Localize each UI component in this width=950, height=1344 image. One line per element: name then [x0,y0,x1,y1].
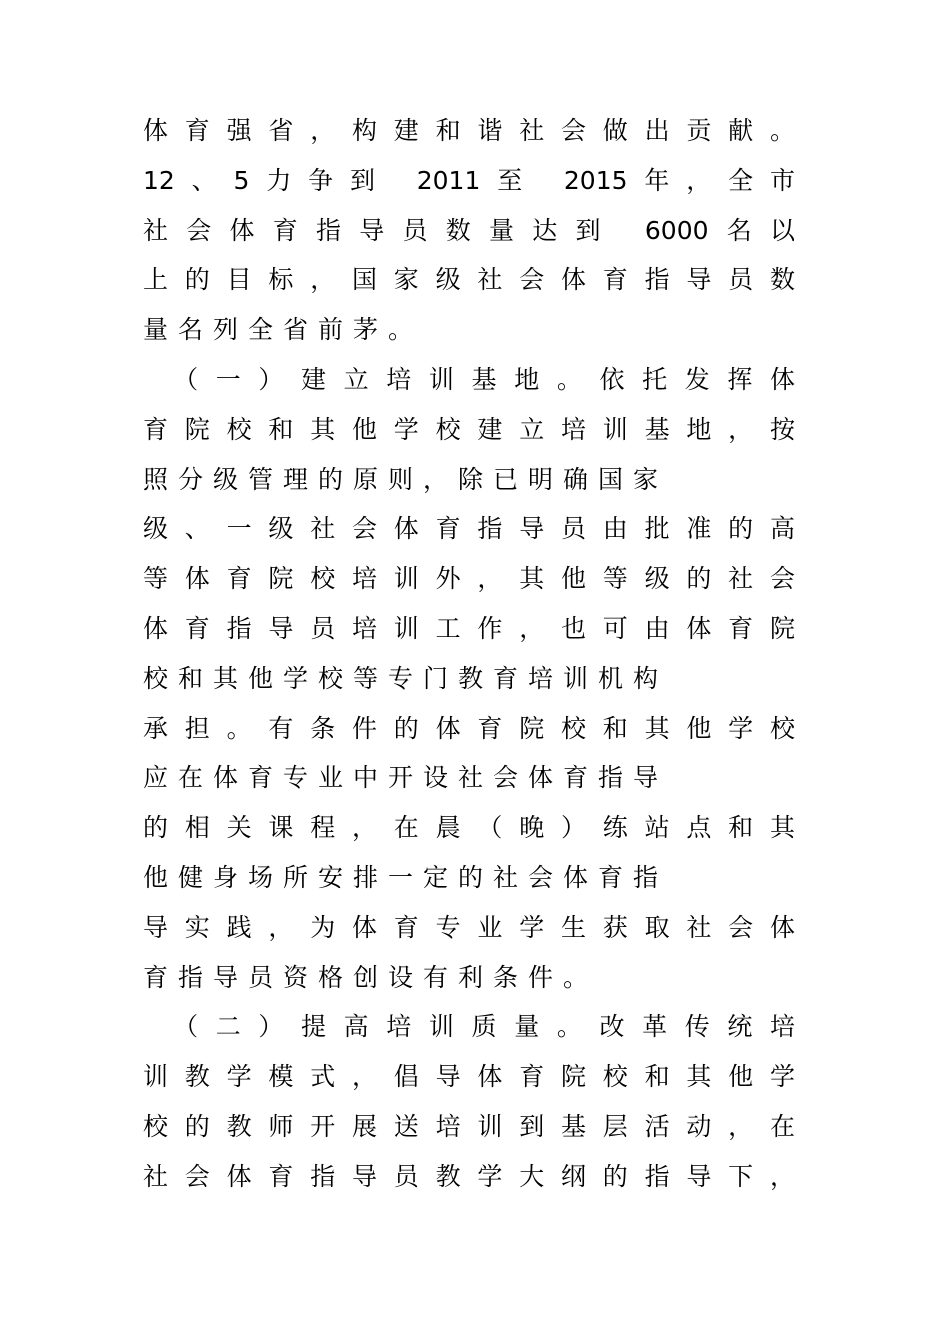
text-line: 育院校和其他学校建立培训基地，按 [143,414,795,444]
text-line: 等体育院校培训外，其他等级的社会 [143,564,795,594]
text-line: 体育指导员培训工作，也可由体育院 [143,613,795,643]
text-line: 校的教师开展送培训到基层活动，在 [143,1111,795,1141]
text-line: 社会体育指导员数量达到 6000名以 [143,215,795,245]
text-line: 体育强省，构建和谐社会做出贡献。 [143,116,795,145]
text-line: 导实践，为体育专业学生获取社会体 [143,912,795,942]
text-line: 他健身场所安排一定的社会体育指 [143,862,669,892]
body-text [143,106,795,1202]
text-line: 应在体育专业中开设社会体育指导 [143,763,669,793]
text-line: 育指导员资格创设有利条件。 [143,962,599,992]
text-line: 训教学模式，倡导体育院校和其他学 [143,1062,795,1092]
text-line: 量名列全省前茅。 [143,315,424,345]
text-line: 上的目标，国家级社会体育指导员数 [143,265,795,295]
text-line: 的相关课程，在晨（晚）练站点和其 [143,813,795,843]
text-line: （一）建立培训基地。依托发挥体 [143,364,795,394]
text-line: 级、一级社会体育指导员由批准的高 [143,514,795,544]
text-line: 校和其他学校等专门教育培训机构 [143,663,669,693]
text-line: 12、5力争到 2011至 2015年，全市 [143,165,795,195]
text-line: 社会体育指导员教学大纲的指导下， [143,1161,795,1191]
text-line: （二）提高培训质量。改革传统培 [143,1012,795,1042]
text-line: 承担。有条件的体育院校和其他学校 [143,713,795,743]
text-line: 照分级管理的原则，除已明确国家 [143,464,669,494]
